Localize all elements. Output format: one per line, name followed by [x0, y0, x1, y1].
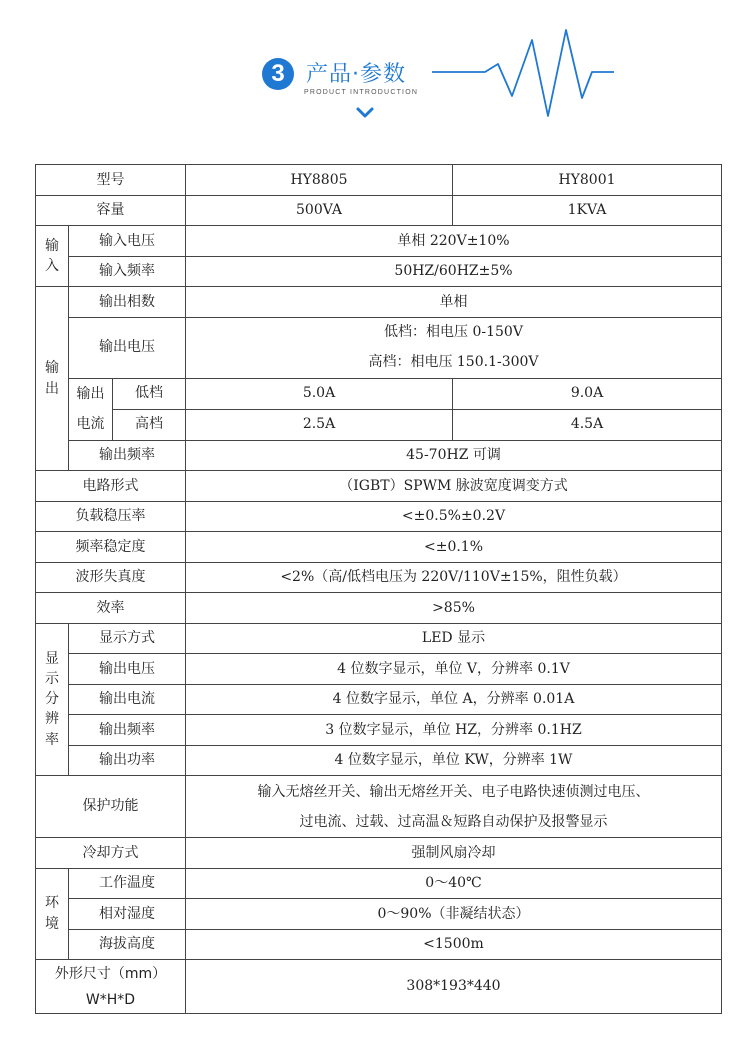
- group-char: 出: [45, 380, 59, 397]
- group-char: 环: [45, 895, 59, 912]
- table-row-disp-power: [36, 745, 722, 776]
- table-row-dimension: [36, 960, 722, 1014]
- display-mode-label: 显示方式: [69, 623, 186, 654]
- input-voltage-value: 单相 220V±10%: [186, 226, 722, 257]
- freq-stab-label: 频率稳定度: [36, 532, 186, 563]
- output-freq-value: 45-70HZ 可调: [186, 440, 722, 471]
- efficiency-value: >85%: [186, 593, 722, 624]
- protection-line: 过电流、过载、过高温＆短路自动保护及报警显示: [299, 813, 608, 830]
- dimension-label: [36, 960, 186, 1014]
- section-title: 产品·参数: [306, 62, 406, 87]
- spec-table: [35, 164, 722, 1014]
- current-low-b: 9.0A: [453, 378, 722, 409]
- env-group-label: [36, 868, 69, 960]
- dimension-value: 308*193*440: [186, 960, 722, 1014]
- protection-label: 保护功能: [36, 776, 186, 838]
- capacity-label: 容量: [36, 195, 186, 226]
- capacity-a: 500VA: [186, 195, 453, 226]
- table-row-disp-current: [36, 684, 722, 715]
- group-char: 输: [45, 237, 59, 254]
- output-phase-label: 输出相数: [69, 287, 186, 318]
- model-a: HY8805: [186, 165, 453, 196]
- current-label-line: 输出: [76, 386, 105, 402]
- disp-power-value: 4 位数字显示，单位 KW，分辨率 1W: [186, 745, 722, 776]
- display-group-label: [36, 623, 69, 776]
- high-label: 高档: [113, 409, 186, 440]
- group-char: 辨: [45, 711, 59, 728]
- output-freq-label: 输出频率: [69, 440, 186, 471]
- altitude-value: <1500m: [186, 929, 722, 960]
- table-row-current-high: [36, 409, 722, 440]
- table-row-output-voltage-low: [36, 317, 722, 348]
- table-row-current-low: [36, 378, 722, 409]
- disp-freq-label: 输出频率: [69, 715, 186, 746]
- disp-current-label: 输出电流: [69, 684, 186, 715]
- table-row-disp-freq: [36, 715, 722, 746]
- input-group-label: [36, 226, 69, 287]
- circuit-value: （IGBT）SPWM 脉波宽度调变方式: [186, 471, 722, 502]
- output-phase-value: 单相: [186, 287, 722, 318]
- table-row-freq-stab: [36, 532, 722, 563]
- humidity-label: 相对湿度: [69, 899, 186, 930]
- dimension-label-line: 外形尺寸（mm）: [54, 965, 167, 982]
- dimension-label-line: W*H*D: [85, 991, 136, 1008]
- disp-voltage-value: 4 位数字显示，单位 V，分辨率 0.1V: [186, 654, 722, 685]
- circuit-label: 电路形式: [36, 471, 186, 502]
- group-char: 率: [45, 731, 59, 748]
- distortion-value: <2%（高/低档电压为 220V/110V±15%，阻性负载）: [186, 562, 722, 593]
- output-current-label: [69, 378, 113, 440]
- group-char: 境: [45, 915, 59, 932]
- temp-value: 0～40℃: [186, 868, 722, 899]
- table-row-input-freq: [36, 256, 722, 287]
- table-row-humidity: [36, 899, 722, 930]
- capacity-b: 1KVA: [453, 195, 722, 226]
- output-voltage-low: 低档：相电压 0-150V: [186, 317, 722, 348]
- disp-power-label: 输出功率: [69, 745, 186, 776]
- group-char: 输: [45, 360, 59, 377]
- group-char: 示: [45, 670, 59, 687]
- model-label: 型号: [36, 165, 186, 196]
- table-row-altitude: [36, 929, 722, 960]
- output-voltage-high: 高档：相电压 150.1-300V: [186, 348, 722, 379]
- protection-value: [186, 776, 722, 838]
- current-high-b: 4.5A: [453, 409, 722, 440]
- altitude-label: 海拔高度: [69, 929, 186, 960]
- load-reg-label: 负载稳压率: [36, 501, 186, 532]
- output-group-label: [36, 287, 69, 471]
- freq-stab-value: <±0.1%: [186, 532, 722, 563]
- section-subtitle: PRODUCT INTRODUCTION: [304, 89, 419, 96]
- table-row-efficiency: [36, 593, 722, 624]
- table-row-load-reg: [36, 501, 722, 532]
- low-label: 低档: [113, 378, 186, 409]
- section-header: [0, 0, 750, 150]
- efficiency-label: 效率: [36, 593, 186, 624]
- group-char: 分: [45, 691, 59, 708]
- current-low-a: 5.0A: [186, 378, 453, 409]
- table-row-circuit: [36, 471, 722, 502]
- current-label-line: 电流: [76, 416, 105, 432]
- disp-freq-value: 3 位数字显示，单位 HZ，分辨率 0.1HZ: [186, 715, 722, 746]
- input-freq-label: 输入频率: [69, 256, 186, 287]
- protection-line: 输入无熔丝开关、输出无熔丝开关、电子电路快速侦测过电压、: [257, 783, 650, 800]
- input-voltage-label: 输入电压: [69, 226, 186, 257]
- group-char: 入: [45, 258, 59, 274]
- distortion-label: 波形失真度: [36, 562, 186, 593]
- disp-current-value: 4 位数字显示，单位 A，分辨率 0.01A: [186, 684, 722, 715]
- table-row-protection: [36, 776, 722, 838]
- chevron-down-icon: [355, 106, 375, 120]
- input-freq-value: 50HZ/60HZ±5%: [186, 256, 722, 287]
- table-row-disp-voltage: [36, 654, 722, 685]
- table-row-input-voltage: [36, 226, 722, 257]
- cooling-label: 冷却方式: [36, 838, 186, 869]
- current-high-a: 2.5A: [186, 409, 453, 440]
- section-number-badge: 3: [262, 58, 294, 90]
- cooling-value: 强制风扇冷却: [186, 838, 722, 869]
- output-voltage-label: 输出电压: [69, 317, 186, 378]
- temp-label: 工作温度: [69, 868, 186, 899]
- table-row-output-phase: [36, 287, 722, 318]
- table-row-output-freq: [36, 440, 722, 471]
- table-row-display-mode: [36, 623, 722, 654]
- display-mode-value: LED 显示: [186, 623, 722, 654]
- load-reg-value: <±0.5%±0.2V: [186, 501, 722, 532]
- model-b: HY8001: [453, 165, 722, 196]
- table-row-cooling: [36, 838, 722, 869]
- group-char: 显: [45, 650, 59, 667]
- table-row-temp: [36, 868, 722, 899]
- table-row-distortion: [36, 562, 722, 593]
- table-row-capacity: [36, 195, 722, 226]
- disp-voltage-label: 输出电压: [69, 654, 186, 685]
- table-row-model: [36, 165, 722, 196]
- humidity-value: 0～90%（非凝结状态）: [186, 899, 722, 930]
